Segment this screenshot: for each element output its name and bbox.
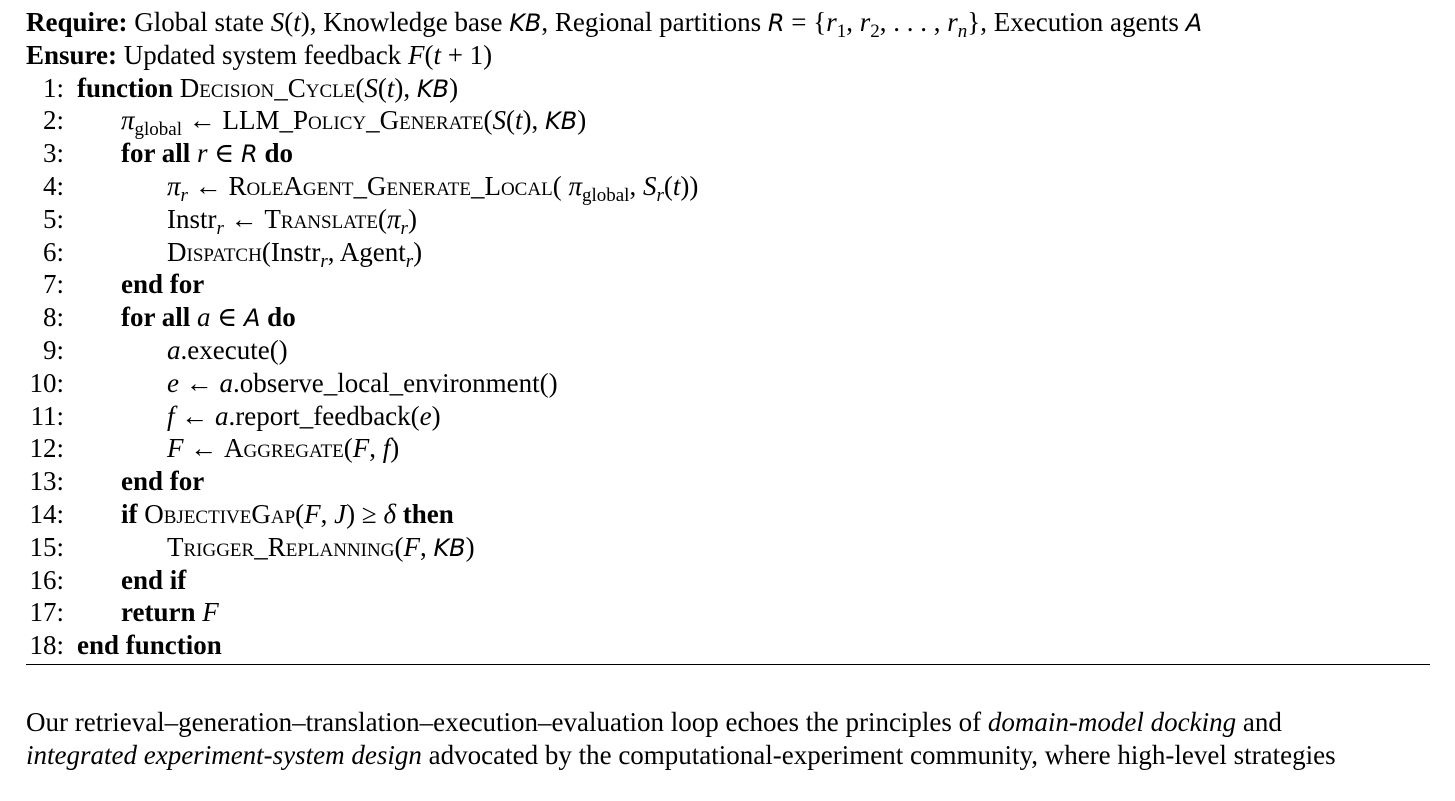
require-line: Require: Global state S(t), Knowledge base KB, Regional partitions $R = \{r_1$, $r_2$, . . . , $r_n$}, Execution agents A	[26, 7, 1203, 42]
algorithm-line: 15: Trigger_Replanning(F, KB)	[26, 531, 1432, 564]
procedure-name: Translate	[264, 203, 379, 234]
algorithm-line: 2: $\pi_{global}$ ← LLM_Policy_Generate(S(t), KB)	[26, 104, 1432, 137]
keyword: end function	[77, 630, 222, 661]
paragraph-text: advocated by the computational-experiment community, where high-level strategies	[421, 740, 1336, 770]
algorithm-block	[26, 6, 1432, 662]
keyword: for all	[121, 302, 191, 333]
algorithm-line: 11: f ← a.report_feedback(e)	[26, 400, 1432, 433]
line-number: 7:	[42, 269, 64, 300]
algorithm-line: 5: Instr$_r$ ← $Translate(\pi_r)$	[26, 203, 1432, 236]
algorithm-line: 12: F ← Aggregate(F, f)	[26, 432, 1432, 465]
paragraph-text: and	[1236, 707, 1282, 737]
line-number: 1:	[42, 72, 64, 103]
keyword: function	[77, 72, 174, 103]
term: .execute	[180, 334, 270, 365]
require-label: Require:	[26, 7, 128, 37]
algorithm-line: 8: for all a ∈ A do	[26, 301, 1432, 334]
line-number: 17:	[29, 597, 64, 628]
algorithm-line: 6: Dispatch(Instr$_r$, Agent$_r$)	[26, 236, 1432, 269]
term: Agent	[339, 236, 406, 267]
line-number: 9:	[42, 334, 64, 365]
line-number: 4:	[42, 170, 64, 201]
keyword: end for	[121, 466, 205, 497]
algorithm-line	[26, 564, 1432, 597]
procedure-name: RoleAgent_Generate_Local	[228, 170, 553, 201]
procedure-name: Aggregate	[224, 433, 344, 464]
subscript: global	[581, 184, 630, 206]
algorithm-line: 14: if ObjectiveGap(F, J) ≥ δ then	[26, 498, 1432, 531]
line-number: 12:	[29, 433, 64, 464]
keyword: end for	[121, 269, 205, 300]
emphasis-text: integrated experiment-system design	[26, 740, 422, 770]
body-paragraph	[26, 706, 1432, 772]
line-number: 13:	[29, 466, 64, 497]
procedure-name: Dispatch	[167, 236, 262, 267]
keyword: do	[264, 138, 293, 169]
procedure-name: Decision_Cycle	[179, 72, 356, 103]
keyword: if	[121, 498, 138, 529]
line-number: 3:	[42, 138, 64, 169]
line-number: 18:	[29, 630, 64, 661]
term: .observe_local_environment	[232, 367, 540, 398]
algorithm-line: 10: e ← a.observe_local_environment()	[26, 367, 1432, 400]
algorithm-line: 4: $\pi_r$ ← RoleAgent_Generate_Local( $\pi_{global}$, $S_r(t)$)	[26, 170, 1432, 203]
procedure-name: Trigger_Replanning	[167, 531, 395, 562]
algorithm-line: 3: for all r ∈ R do	[26, 137, 1432, 170]
term: .report_feedback	[228, 400, 411, 431]
line-number: 6:	[42, 236, 64, 267]
term: Instr	[270, 236, 321, 267]
emphasis-text: domain-model docking	[987, 707, 1237, 737]
ensure-text: Updated system feedback	[117, 39, 408, 70]
ensure-label: Ensure:	[26, 39, 118, 70]
keyword: do	[267, 302, 296, 333]
procedure-name: ObjectiveGap	[144, 498, 296, 529]
line-number: 10:	[29, 367, 64, 398]
term: Instr	[167, 203, 217, 234]
algorithm-line: 17: return F	[26, 596, 1432, 629]
algorithm-line: 9: a.execute()	[26, 334, 1432, 367]
paragraph-text: Our retrieval–generation–translation–execution–evaluation loop echoes the principles of	[26, 707, 988, 737]
keyword: then	[402, 498, 454, 529]
require-text: , Regional partitions	[541, 7, 768, 37]
require-text: Global state	[127, 7, 271, 37]
line-number: 5:	[42, 203, 64, 234]
subscript: global	[134, 119, 183, 141]
paragraph-line	[26, 706, 1432, 739]
line-number: 15:	[29, 531, 64, 562]
keyword: return	[121, 597, 196, 628]
keyword: for all	[121, 138, 191, 169]
algorithm-line	[26, 629, 1432, 662]
keyword: end if	[121, 564, 187, 595]
line-number: 16:	[29, 564, 64, 595]
line-number: 8:	[42, 302, 64, 333]
procedure-name: LLM_Policy_Generate	[222, 105, 484, 136]
algorithm-line	[26, 465, 1432, 498]
line-number: 11:	[30, 400, 64, 431]
require-text: , Execution agents	[980, 7, 1186, 37]
line-number: 14:	[29, 498, 64, 529]
ensure-line: Ensure: Updated system feedback F(t + 1)	[26, 39, 493, 70]
algorithm-line	[26, 268, 1432, 301]
paragraph-line	[26, 739, 1432, 772]
require-text: , Knowledge base	[309, 7, 510, 37]
line-number: 2:	[42, 105, 64, 136]
algorithm-bottom-rule	[26, 664, 1430, 665]
algorithm-line: 1: function Decision_Cycle(S(t), KB)	[26, 72, 1432, 105]
